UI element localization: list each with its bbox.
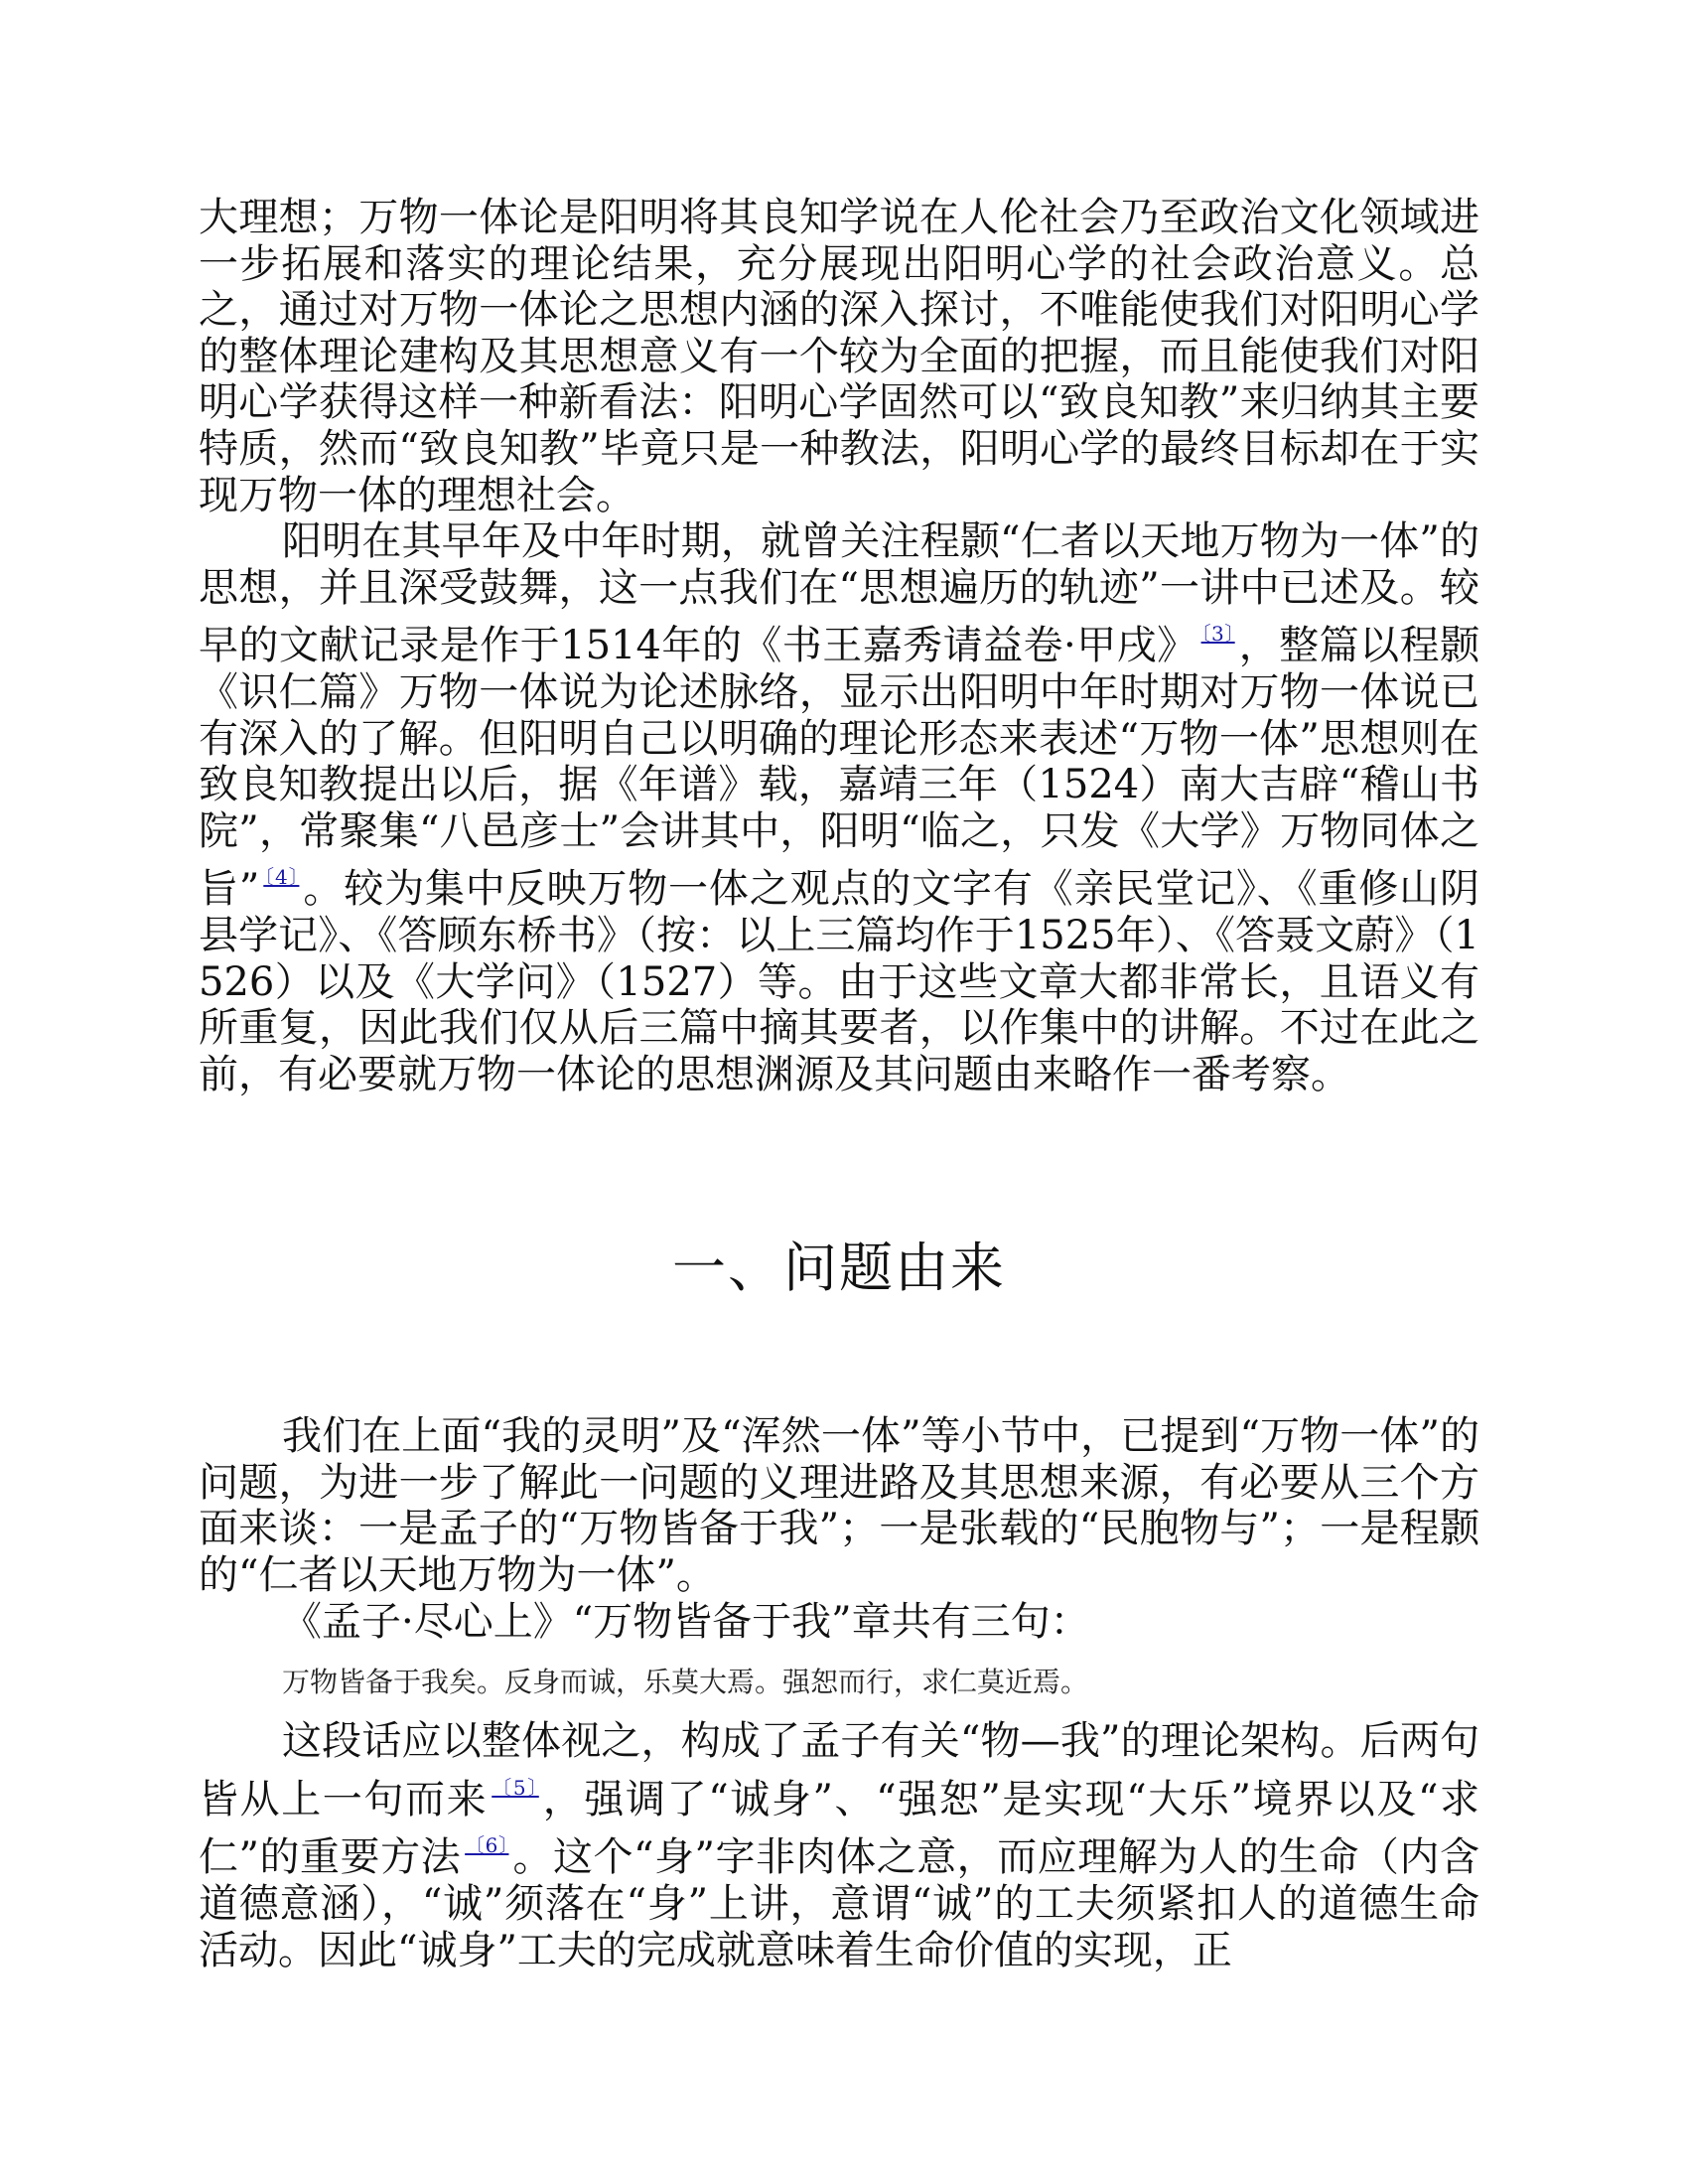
- paragraph-text: ，整篇以程颢《识仁篇》万物一体说为论述脉络，显示出阳明中年时期对万物一体说已有深入的了解。但阳明自己以明确的理论形态来表述“万物一体”思想则在致良知教提出以后，据《年谱》载，嘉靖三年（1524）南大吉辟“稽山书院”，常聚集“八邑彦士”会讲其中，阳明“临之，只发《大学》万物同体之旨”: [199, 623, 1479, 913]
- block-quote-mencius: 万物皆备于我矣。反身而诚，乐莫大焉。强恕而行，求仁莫近焉。: [282, 1666, 1089, 1699]
- paragraph-intro-continued: 大理想；万物一体论是阳明将其良知学说在人伦社会乃至政治文化领域进一步拓展和落实的理论结果，充分展现出阳明心学的社会政治意义。总之，通过对万物一体论之思想内涵的深入探讨，不唯能使我们对阳明心学的整体理论建构及其思想意义有一个较为全面的把握，而且能使我们对阳明心学获得这样一种新看法：阳明心学固然可以“致良知教”来归纳其主要特质，然而“致良知教”毕竟只是一种教法，阳明心学的最终目标却在于实现万物一体的理想社会。: [199, 195, 1479, 518]
- paragraph-text: 阳明在其早年及中年时期，就曾关注程颢“仁者以天地万物为一体”的思想，并且深受鼓舞，这一点我们在“思想遍历的轨迹”一讲中已述及。较早的文献记录是作于1514年的《书王嘉秀请益卷·甲戌》: [199, 518, 1479, 669]
- spacer: [199, 1300, 1479, 1413]
- document-page: [199, 195, 1479, 1973]
- footnote-link-3[interactable]: 〔3〕: [1200, 622, 1235, 647]
- paragraph-text: 。这个“身”字非肉体之意，而应理解为人的生命（内含道德意涵），“诚”须落在“身”上讲，意谓“诚”的工夫须紧扣人的道德生命活动。因此“诚身”工夫的完成就意味着生命价值的实现，正: [199, 1834, 1479, 1973]
- paragraph-text: 。较为集中反映万物一体之观点的文字有《亲民堂记》、《重修山阴县学记》、《答顾东桥书》（按：以上三篇均作于1525年）、《答聂文蔚》（1526）以及《大学问》（1527）等。由于这些文章大都非常长，且语义有所重复，因此我们仅从后三篇中摘其要者，以作集中的讲解。不过在此之前，有必要就万物一体论的思想渊源及其问题由来略作一番考察。: [199, 866, 1479, 1097]
- spacer: [199, 1097, 1479, 1237]
- paragraph-mencius-analysis: [199, 1718, 1479, 1973]
- paragraph-text: ，强调了“诚身”、“强恕”是实现“大乐”境界以及“求仁”的重要方法: [199, 1776, 1480, 1881]
- footnote-link-6[interactable]: 〔6〕: [465, 1833, 509, 1858]
- paragraph-text: 这段话应以整体视之，构成了孟子有关“物—我”的理论架构。后两句皆从上一句而来: [199, 1718, 1479, 1822]
- paragraph-mencius-intro: 《孟子·尽心上》“万物皆备于我”章共有三句：: [282, 1598, 1090, 1645]
- paragraph-problem-origin: 我们在上面“我的灵明”及“浑然一体”等小节中，已提到“万物一体”的问题，为进一步了解此一问题的义理进路及其思想来源，有必要从三个方面来谈：一是孟子的“万物皆备于我”；一是张载的“民胞物与”；一是程颢的“仁者以天地万物为一体”。: [199, 1413, 1479, 1599]
- section-heading: 一、问题由来: [672, 1237, 1006, 1300]
- paragraph-yangming-history: [199, 518, 1479, 1097]
- footnote-link-5[interactable]: 〔5〕: [492, 1775, 539, 1800]
- footnote-link-4[interactable]: 〔4〕: [263, 865, 300, 890]
